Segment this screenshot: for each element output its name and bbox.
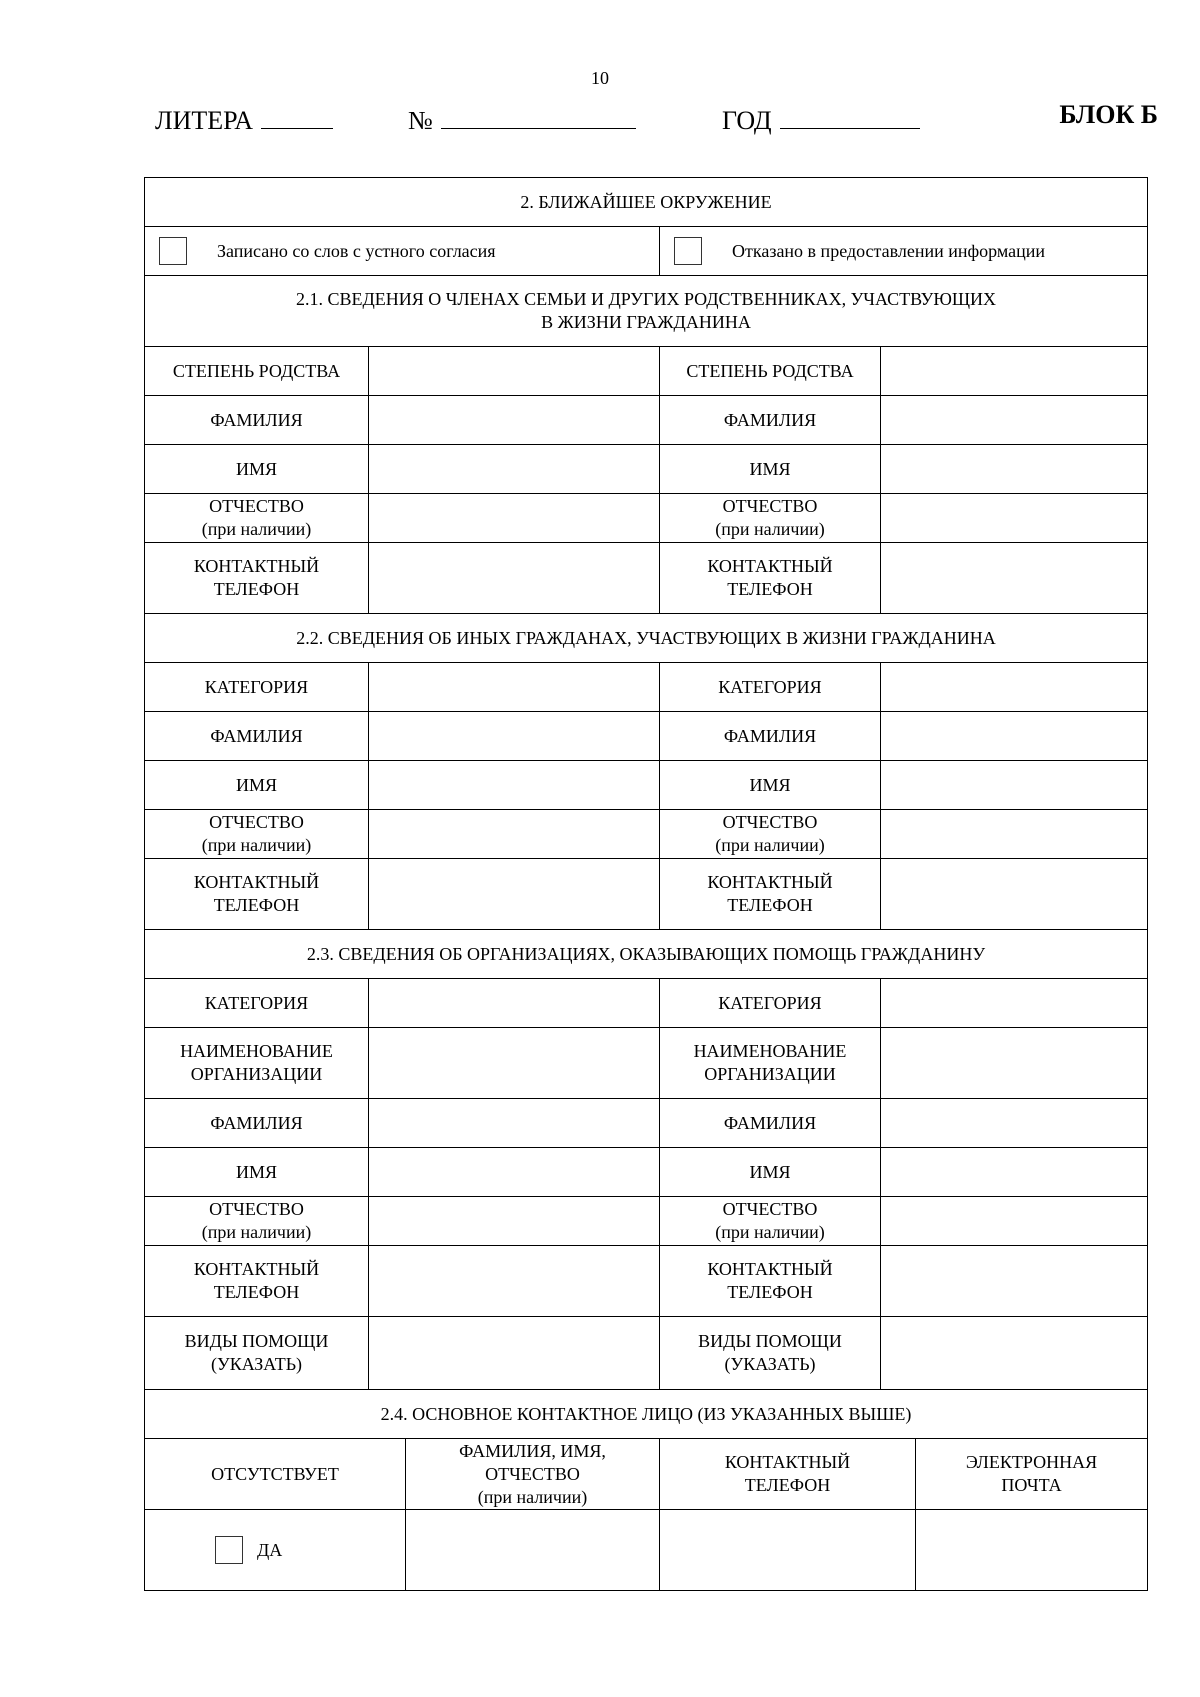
section22-title: 2.2. СВЕДЕНИЯ ОБ ИНЫХ ГРАЖДАНАХ, УЧАСТВУЮЩИХ В ЖИЗНИ ГРАЖДАНИНА [145,614,1148,663]
help-input-left[interactable] [369,1317,660,1390]
phone-input-right[interactable] [881,543,1148,614]
surname-label-right: ФАМИЛИЯ [660,1099,881,1148]
consent-refused-checkbox[interactable] [674,237,702,265]
help-label-right [660,1317,881,1390]
help-text-line1: ВИДЫ ПОМОЩИ [698,1331,842,1351]
phone-label-left [145,859,369,930]
phone-input-left[interactable] [369,1246,660,1317]
phone-text-line2: ТЕЛЕФОН [744,1475,831,1495]
patronymic-label-left [145,494,369,543]
name-input-left[interactable] [369,761,660,810]
surname-label-right: ФАМИЛИЯ [660,396,881,445]
phone-text-line1: КОНТАКТНЫЙ [193,872,320,892]
patronymic-note: (при наличии) [715,519,825,539]
name-label-left: ИМЯ [145,761,369,810]
phone-input-right[interactable] [881,859,1148,930]
phone-input-left[interactable] [369,543,660,614]
name-label-left: ИМЯ [145,445,369,494]
name-label-left: ИМЯ [145,1148,369,1197]
section21-patronymic-row [145,494,1148,543]
phone-text-line2: ТЕЛЕФОН [213,579,300,599]
phone-header [660,1439,916,1510]
patronymic-label-right [660,810,881,859]
section23-help-row [145,1317,1148,1390]
contact-phone-input[interactable] [660,1510,916,1591]
patronymic-note: (при наличии) [715,835,825,855]
year-field[interactable] [722,100,920,136]
name-label-right: ИМЯ [660,1148,881,1197]
name-input-left[interactable] [369,1148,660,1197]
section22-title-row [145,614,1148,663]
category-input-left[interactable] [369,663,660,712]
consent-row [145,227,1148,276]
section21-title-row [145,276,1148,347]
section21-surname-row [145,396,1148,445]
consent-refused-option[interactable] [660,227,1148,276]
email-input[interactable] [916,1510,1148,1591]
category-label-left: КАТЕГОРИЯ [145,979,369,1028]
section23-patronymic-row [145,1197,1148,1246]
section23-title: 2.3. СВЕДЕНИЯ ОБ ОРГАНИЗАЦИЯХ, ОКАЗЫВАЮЩИХ ПОМОЩЬ ГРАЖДАНИНУ [145,930,1148,979]
section21-phone-row [145,543,1148,614]
category-label-right: КАТЕГОРИЯ [660,979,881,1028]
org-text-line1: НАИМЕНОВАНИЕ [693,1041,847,1061]
surname-input-right[interactable] [881,396,1148,445]
email-header [916,1439,1148,1510]
environment-form-table [144,177,1148,1591]
relation-label-left: СТЕПЕНЬ РОДСТВА [145,347,369,396]
section23-category-row [145,979,1148,1028]
section23-org-row [145,1028,1148,1099]
patronymic-note: (при наличии) [715,1222,825,1242]
org-text-line1: НАИМЕНОВАНИЕ [180,1041,333,1061]
patronymic-text: ОТЧЕСТВО [722,1199,818,1219]
patronymic-input-left[interactable] [369,810,660,859]
category-label-right: КАТЕГОРИЯ [660,663,881,712]
phone-text-line2: ТЕЛЕФОН [213,1282,300,1302]
patronymic-input-right[interactable] [881,810,1148,859]
fio-text-line2: ОТЧЕСТВО [485,1463,580,1484]
patronymic-input-right[interactable] [881,494,1148,543]
patronymic-input-left[interactable] [369,494,660,543]
surname-label-right: ФАМИЛИЯ [660,712,881,761]
phone-text-line1: КОНТАКТНЫЙ [193,1259,320,1279]
phone-text-line2: ТЕЛЕФОН [727,1282,813,1302]
phone-input-left[interactable] [369,859,660,930]
phone-label-right [660,859,881,930]
year-label: ГОД [722,106,772,135]
litera-label: ЛИТЕРА [155,106,254,135]
name-label-right: ИМЯ [660,761,881,810]
category-input-left[interactable] [369,979,660,1028]
section21-title-line2: В ЖИЗНИ ГРАЖДАНИНА [541,312,751,332]
patronymic-note: (при наличии) [201,1222,312,1242]
patronymic-text: ОТЧЕСТВО [209,496,304,516]
relation-input-right[interactable] [881,347,1148,396]
patronymic-note: (при наличии) [201,519,312,539]
section24-title: 2.4. ОСНОВНОЕ КОНТАКТНОЕ ЛИЦО (ИЗ УКАЗАННЫХ ВЫШЕ) [145,1390,1148,1439]
section22-patronymic-row [145,810,1148,859]
category-label-left: КАТЕГОРИЯ [145,663,369,712]
name-label-right: ИМЯ [660,445,881,494]
patronymic-text: ОТЧЕСТВО [209,812,304,832]
patronymic-label-left [145,810,369,859]
help-text-line1: ВИДЫ ПОМОЩИ [184,1331,329,1351]
section22-surname-row [145,712,1148,761]
litera-blank[interactable] [261,100,333,129]
relation-input-left[interactable] [369,347,660,396]
phone-text-line1: КОНТАКТНЫЙ [707,872,833,892]
phone-text-line2: ТЕЛЕФОН [727,895,813,915]
fio-note: (при наличии) [477,1486,588,1507]
help-text-line2: (УКАЗАТЬ) [724,1354,816,1374]
phone-text-line1: КОНТАКТНЫЙ [707,1259,833,1279]
org-label-right [660,1028,881,1099]
email-text-line1: ЭЛЕКТРОННАЯ [965,1452,1098,1472]
surname-label-left: ФАМИЛИЯ [145,712,369,761]
number-field[interactable] [408,100,636,136]
surname-input-right[interactable] [881,712,1148,761]
block-label: БЛОК Б [1059,100,1158,129]
section24-header-row [145,1439,1148,1510]
surname-input-left[interactable] [369,712,660,761]
category-input-right[interactable] [881,663,1148,712]
phone-text-line1: КОНТАКТНЫЙ [707,556,833,576]
section24-title-row [145,1390,1148,1439]
consent-recorded-option[interactable] [145,227,660,276]
email-text-line2: ПОЧТА [1001,1475,1062,1495]
section23-name-row [145,1148,1148,1197]
section24-value-row [145,1510,1148,1591]
help-text-line2: (УКАЗАТЬ) [210,1354,303,1374]
fio-input[interactable] [406,1510,660,1591]
number-label: № [408,106,433,135]
phone-label-right [660,543,881,614]
section23-title-row [145,930,1148,979]
section21-title [145,276,1148,347]
phone-label-left [145,543,369,614]
fio-header [406,1439,660,1510]
surname-input-right[interactable] [881,1099,1148,1148]
name-input-right[interactable] [881,1148,1148,1197]
surname-input-left[interactable] [369,1099,660,1148]
section2-title-row [145,178,1148,227]
section21-name-row [145,445,1148,494]
name-input-right[interactable] [881,445,1148,494]
relation-label-right: СТЕПЕНЬ РОДСТВА [660,347,881,396]
section23-phone-row [145,1246,1148,1317]
absent-header: ОТСУТСТВУЕТ [145,1439,406,1510]
phone-text-line1: КОНТАКТНЫЙ [724,1452,851,1472]
section21-relation-row [145,347,1148,396]
patronymic-text: ОТЧЕСТВО [722,496,818,516]
phone-label-left [145,1246,369,1317]
phone-text-line1: КОНТАКТНЫЙ [193,556,320,576]
patronymic-label-right [660,1197,881,1246]
patronymic-text: ОТЧЕСТВО [722,812,818,832]
category-input-right[interactable] [881,979,1148,1028]
section2-title: 2. БЛИЖАЙШЕЕ ОКРУЖЕНИЕ [145,178,1148,227]
help-label-left [145,1317,369,1390]
patronymic-note: (при наличии) [201,835,312,855]
number-blank[interactable] [441,100,636,129]
name-input-right[interactable] [881,761,1148,810]
page-number: 10 [591,68,609,88]
patronymic-label-left [145,1197,369,1246]
phone-label-right [660,1246,881,1317]
section22-name-row [145,761,1148,810]
org-label-left [145,1028,369,1099]
absent-yes-label: ДА [257,1539,283,1560]
form-header [155,100,1158,140]
phone-text-line2: ТЕЛЕФОН [727,579,813,599]
org-text-line2: ОРГАНИЗАЦИИ [190,1064,323,1084]
section22-category-row [145,663,1148,712]
consent-refused-label: Отказано в предоставлении информации [732,240,1046,261]
patronymic-label-right [660,494,881,543]
patronymic-input-right[interactable] [881,1197,1148,1246]
consent-recorded-checkbox[interactable] [159,237,187,265]
patronymic-input-left[interactable] [369,1197,660,1246]
section23-surname-row [145,1099,1148,1148]
absent-yes-checkbox[interactable] [215,1536,243,1564]
section22-phone-row [145,859,1148,930]
surname-input-left[interactable] [369,396,660,445]
phone-input-right[interactable] [881,1246,1148,1317]
litera-field[interactable] [155,100,333,136]
patronymic-text: ОТЧЕСТВО [209,1199,304,1219]
surname-label-left: ФАМИЛИЯ [145,396,369,445]
surname-label-left: ФАМИЛИЯ [145,1099,369,1148]
section21-title-line1: 2.1. СВЕДЕНИЯ О ЧЛЕНАХ СЕМЬИ И ДРУГИХ РОДСТВЕННИКАХ, УЧАСТВУЮЩИХ [295,289,997,309]
org-input-left[interactable] [369,1028,660,1099]
help-input-right[interactable] [881,1317,1148,1390]
org-text-line2: ОРГАНИЗАЦИИ [704,1064,836,1084]
name-input-left[interactable] [369,445,660,494]
org-input-right[interactable] [881,1028,1148,1099]
year-blank[interactable] [780,100,920,129]
phone-text-line2: ТЕЛЕФОН [213,895,300,915]
fio-text-line1: ФАМИЛИЯ, ИМЯ, [459,1440,606,1461]
consent-recorded-label: Записано со слов с устного согласия [217,240,496,261]
absent-yes-option[interactable] [145,1510,406,1591]
